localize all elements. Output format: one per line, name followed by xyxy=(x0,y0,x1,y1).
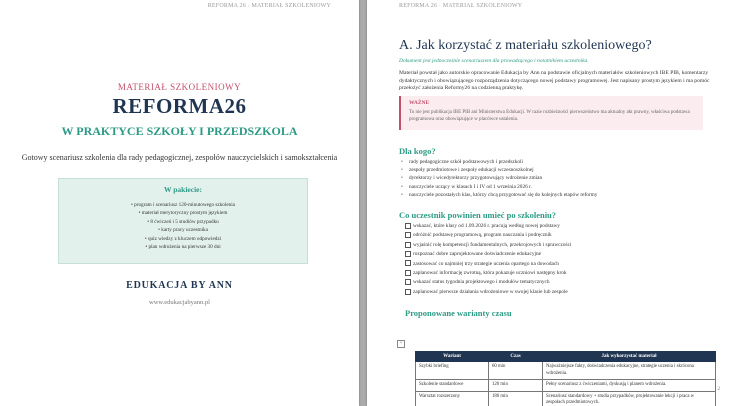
warning-box xyxy=(399,96,703,130)
package-item: • karty pracy uczestnika xyxy=(158,227,208,234)
body-paragraph: Materiał powstał jako autorskie opracowanie Edukacja by Ann na podstawie oficjalnych materiałów szkoleniowych IBE PIB, komentarzy dydaktycznych i obowiązującego rozporządzenia dotyczącego nowej podstawy programowej. Jest napisany prostym językiem i ma pomóc przełożyć założenia Reformy26 na codzienną praktykę. xyxy=(399,70,710,92)
checkbox-icon[interactable] xyxy=(405,242,411,248)
checklist-item: odróżnić podstawę programową, program nauczania i podręcznik xyxy=(405,231,571,240)
skills-checklist xyxy=(405,222,571,297)
checklist-item: zaplanować informację zwrotną, która pokazuje uczniowi następny krok xyxy=(405,269,571,278)
table-move-handle-icon[interactable]: + xyxy=(397,340,405,348)
checklist-item: wskazać, które klasy od 1.09.2026 r. pracują według nowej podstawy xyxy=(405,222,571,231)
checklist-item: wyjaśnić rolę kompetencji fundamentalnych, przekrojowych i sprawczości xyxy=(405,241,571,250)
intro-text: Gotowy scenariusz szkolenia dla rady pedagogicznej, zespołów nauczycielskich i samokształcenia xyxy=(21,153,338,162)
package-item: • quiz wiedzy z kluczem odpowiedzi xyxy=(144,235,222,242)
checkbox-icon[interactable] xyxy=(405,270,411,276)
package-list xyxy=(59,201,307,251)
table-cell: 180 min xyxy=(489,391,543,406)
list-item: • rady pedagogiczne szkół podstawowych i przedszkoli xyxy=(409,158,597,166)
column-header: Czas xyxy=(489,352,543,362)
package-item: • materiał merytoryczny prostym językiem xyxy=(138,210,228,217)
page-number: 2 xyxy=(717,387,720,392)
document-page-2 xyxy=(367,0,750,406)
lead-text: Dokument jest jednocześnie scenariuszem dla prowadzącego i notatnikiem uczestnika. xyxy=(399,58,589,64)
table-cell: Najważniejsze fakty, doświadczenia edukacyjne, strategie uczenia i skrócona wdrożenia. xyxy=(543,362,716,380)
checklist-item: rozpoznać dobre zaprojektowane doświadczenie edukacyjne xyxy=(405,250,571,259)
column-header: Jak wykorzystać materiał xyxy=(543,352,716,362)
for-whom-heading: Dla kogo? xyxy=(399,146,436,156)
table-cell: Pełny scenariusz z ćwiczeniami, dyskusją i planem wdrożenia. xyxy=(543,380,716,392)
package-heading: W pakiecie: xyxy=(164,185,202,194)
section-heading: A. Jak korzystać z materiału szkoleniowego? xyxy=(399,38,652,53)
variants-table xyxy=(415,351,716,406)
table-cell: Warsztat rozszerzony xyxy=(416,391,489,406)
skills-heading: Co uczestnik powinien umieć po szkoleniu? xyxy=(399,210,557,220)
package-item: • 8 ćwiczeń i 5 studiów przypadku xyxy=(147,218,219,225)
table-cell: 120 min xyxy=(489,380,543,392)
table-row xyxy=(416,380,716,392)
checkbox-icon[interactable] xyxy=(405,223,411,229)
warning-text: To nie jest publikacja IBE PIB ani Ministerstwa Edukacji. W razie rozbieżności pierwszeństwo ma aktualny akt prawny, właściwa podstawa programowa oraz obowiązujące w placówce ustalenia. xyxy=(409,110,690,122)
checklist-item: zaplanować pierwsze działania wdrożeniowe w swojej klasie lub zespole xyxy=(405,288,571,297)
document-page-1 xyxy=(0,0,359,406)
table-cell: Scenariusz standardowy + studia przypadków, projektowanie lekcji i praca w zespołach przedmiotowych. xyxy=(543,391,716,406)
website-link[interactable]: www.edukacjabyann.pl xyxy=(149,299,210,306)
table-row xyxy=(416,362,716,380)
table-cell: Szybki briefing xyxy=(416,362,489,380)
running-header: REFORMA 26 · MATERIAŁ SZKOLENIOWY xyxy=(399,3,523,9)
checklist-item: zastosować co najmniej trzy strategie uczenia opartego na dowodach xyxy=(405,260,571,269)
audience-list xyxy=(409,158,597,199)
running-header: REFORMA 26 · MATERIAŁ SZKOLENIOWY xyxy=(207,3,331,9)
checkbox-icon[interactable] xyxy=(405,251,411,257)
brand-name: EDUKACJA BY ANN xyxy=(126,280,233,291)
table-row xyxy=(416,391,716,406)
kicker-label: MATERIAŁ SZKOLENIOWY xyxy=(117,82,242,92)
document-subtitle: W PRAKTYCE SZKOŁY I PRZEDSZKOLA xyxy=(61,124,298,138)
list-item: • nauczyciele pozostałych klas, którzy chcą przygotować się do kolejnych etapów reformy xyxy=(409,191,597,199)
document-title: REFORMA26 xyxy=(112,94,247,118)
variants-heading: Proponowane warianty czasu xyxy=(405,308,512,318)
checkbox-icon[interactable] xyxy=(405,260,411,266)
package-item: • program i scenariusz 120-minutowego szkolenia xyxy=(131,202,235,208)
checkbox-icon[interactable] xyxy=(405,232,411,238)
column-header: Wariant xyxy=(416,352,489,362)
table-cell: 60 min xyxy=(489,362,543,380)
checklist-item: wskazać status tygodnia projektowego i modułów tematycznych xyxy=(405,278,571,287)
list-item: • zespoły przedmiotowe i zespoły edukacji wczesnoszkolnej xyxy=(409,166,597,174)
package-box xyxy=(58,178,308,264)
table-cell: Szkolenie standardowe xyxy=(416,380,489,392)
checkbox-icon[interactable] xyxy=(405,289,411,295)
warning-heading: WAŻNE xyxy=(409,100,430,106)
checkbox-icon[interactable] xyxy=(405,279,411,285)
package-item: • plan wdrożenia na pierwsze 30 dni xyxy=(145,244,221,251)
list-item: • nauczyciele uczący w klasach I i IV od 1 września 2026 r. xyxy=(409,183,597,191)
list-item: • dyrektorzy i wicedyrektorzy przygotowujący wdrożenie zmian xyxy=(409,174,597,182)
